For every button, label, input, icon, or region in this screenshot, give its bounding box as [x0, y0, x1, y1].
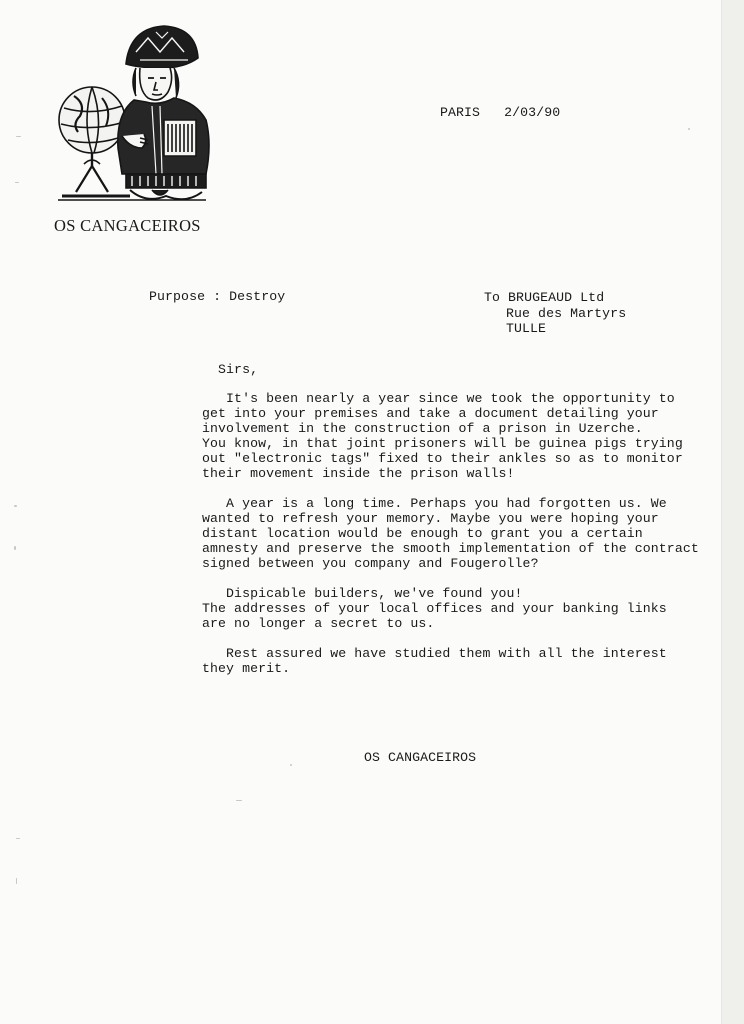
city: PARIS: [440, 105, 481, 120]
salutation-text: Sirs,: [218, 362, 259, 377]
recipient-name: To BRUGEAUD Ltd: [484, 290, 605, 305]
paragraph-1: It's been nearly a year since we took the opportunity to get into your premises and take a document detailing your involvement in the construction of a prison in Uzerche. You know, in that joint prisoners will be guinea pigs trying out "electronic tags" fixed to their ankles so as to monitor their movement inside the prison walls!: [202, 391, 683, 481]
margin-mark: [236, 800, 242, 801]
letter-body: [202, 362, 699, 691]
margin-mark: [688, 128, 690, 130]
paragraph-4: Rest assured we have studied them with all the interest they merit.: [202, 646, 667, 676]
margin-mark: [16, 878, 17, 884]
scan-edge: [722, 0, 744, 1024]
margin-mark: [290, 764, 292, 766]
margin-mark: [15, 182, 19, 183]
salutation: [202, 362, 672, 377]
signature: OS CANGACEIROS: [364, 750, 477, 765]
paragraph-2: A year is a long time. Perhaps you had forgotten us. We wanted to refresh your memory. Maybe you were hoping your distant location would be enough to grant you a certain amnesty and preserve the smooth implementation of the contract signed between you company and Fougerolle?: [202, 496, 699, 571]
margin-mark: [14, 505, 17, 507]
brand-name: OS CANGACEIROS: [54, 216, 201, 235]
cangaceiro-globe-logo: [56, 24, 220, 210]
margin-mark: [14, 546, 16, 550]
recipient-address: [484, 290, 626, 337]
purpose-line: Purpose : Destroy: [149, 289, 286, 304]
margin-mark: [16, 136, 21, 137]
recipient-street: Rue des Martyrs: [506, 305, 627, 321]
recipient-city: TULLE: [506, 321, 547, 336]
letter-date: 2/03/90: [504, 105, 561, 120]
margin-mark: [16, 838, 20, 839]
dateline: [440, 105, 560, 120]
paragraph-3: Dispicable builders, we've found you! The addresses of your local offices and your banking links are no longer a secret to us.: [202, 586, 667, 631]
